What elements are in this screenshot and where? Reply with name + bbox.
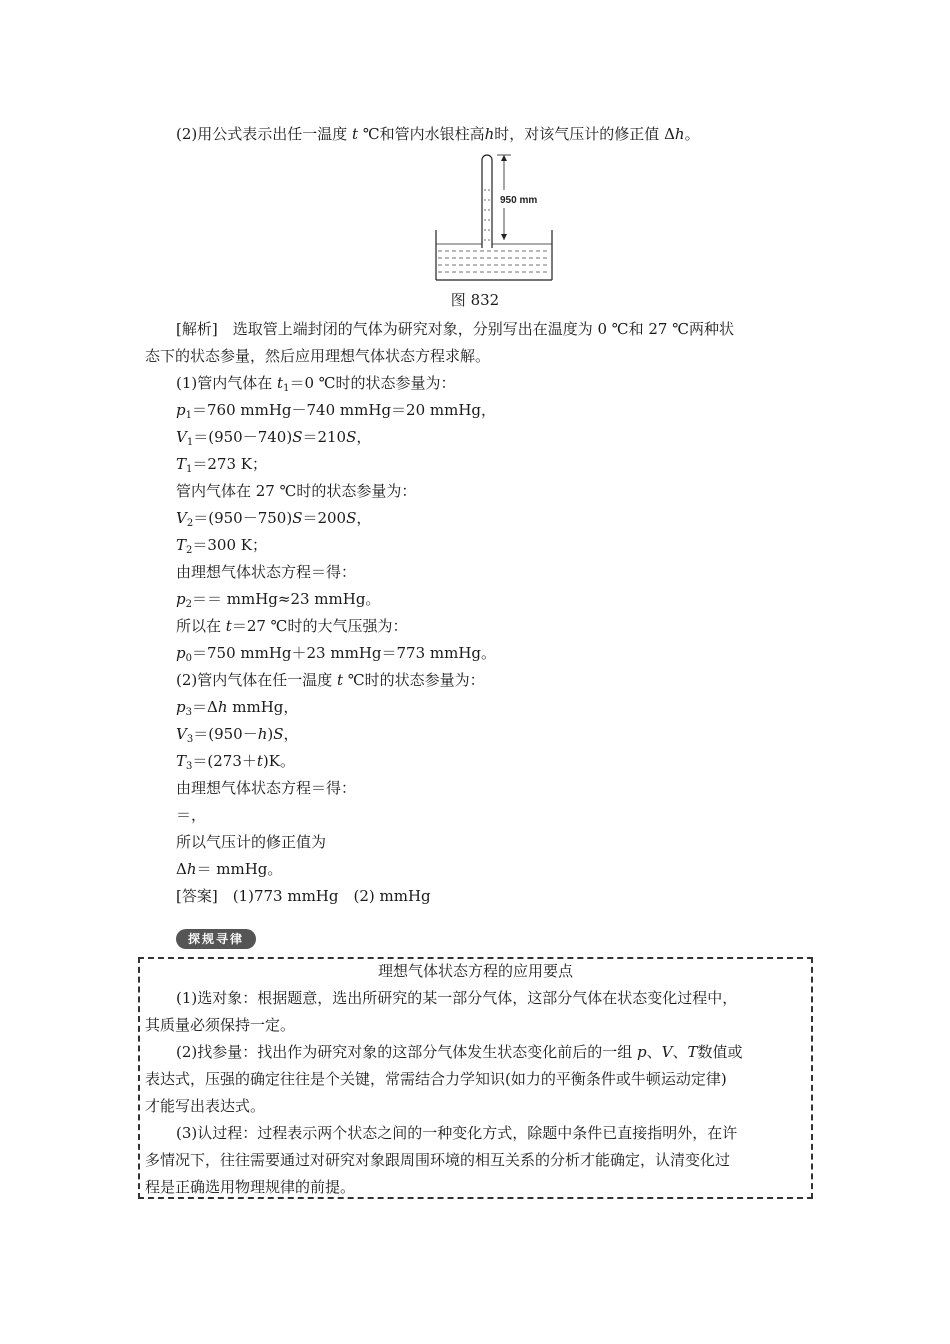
text: 所以在 [176, 617, 226, 635]
state-27: 管内气体在 27 ℃时的状态参量为： [176, 482, 417, 500]
text: ＝273 K； [192, 455, 267, 473]
eq-v1 [176, 427, 371, 453]
var-h: h [186, 860, 197, 878]
text: ＝(950－ [193, 725, 258, 743]
eq-v3 [176, 724, 299, 750]
subscript: 1 [186, 464, 193, 475]
barometer-figure [434, 150, 554, 285]
eq-v2 [176, 508, 371, 534]
atm-heading [176, 616, 407, 636]
tip-line-3 [176, 1042, 743, 1062]
dimension-label: 950 mm [500, 195, 538, 206]
var-t: t [225, 617, 232, 635]
text: ， [356, 509, 372, 527]
var: p [176, 644, 186, 662]
tip-line-6: (3)认过程：过程表示两个状态之间的一种变化方式，除题中条件已直接指明外，在许 [176, 1124, 738, 1142]
tip-title: 理想气体状态方程的应用要点 [377, 962, 573, 980]
var: S [273, 725, 284, 743]
text: ＝27 ℃时的大气压强为： [231, 617, 408, 635]
text: 数值或 [697, 1043, 743, 1061]
subscript: 1 [186, 437, 194, 448]
text: ＝750 mmHg＋23 mmHg＝773 mmHg。 [191, 644, 497, 662]
text: ， [356, 428, 372, 446]
text: ， [283, 725, 299, 743]
eq-p1 [176, 400, 496, 426]
eq-t3 [176, 751, 295, 777]
analysis-line-1: [解析] 选取管上端封闭的气体为研究对象，分别写出在温度为 0 ℃和 27 ℃两种状 [176, 320, 734, 338]
var-h: h [674, 125, 685, 143]
subscript: 1 [283, 383, 290, 394]
subscript: 3 [185, 707, 192, 718]
var: p [176, 401, 186, 419]
text: )K。 [262, 752, 295, 770]
text: ＝(950－750) [193, 509, 293, 527]
eq-state-1: 由理想气体状态方程＝得： [176, 563, 357, 581]
text: ＝(950－740) [193, 428, 293, 446]
text: ＝Δ [191, 698, 218, 716]
var-t: t [337, 671, 344, 689]
step2-heading [176, 670, 485, 690]
text: 、 [646, 1043, 662, 1061]
text: ＝200 [302, 509, 347, 527]
answer-line: [答案] (1)773 mmHg (2) mmHg [176, 887, 431, 905]
var-t: t [277, 374, 284, 392]
var: p [176, 698, 186, 716]
var: V [661, 1043, 673, 1061]
tip-line-5: 才能写出表达式。 [145, 1097, 266, 1115]
tip-line-4: 表达式，压强的确定往往是个关键，常需结合力学知识(如力的平衡条件或牛顿运动定律) [145, 1070, 727, 1088]
var-h: h [484, 125, 495, 143]
question-text: 。 [684, 125, 700, 143]
question-part2 [176, 124, 700, 144]
var: T [176, 455, 187, 473]
text: ＝300 K； [192, 536, 267, 554]
question-text: 时，对该气压计的修正值 Δ [494, 125, 675, 143]
eq-state-2: 由理想气体状态方程＝得： [176, 779, 357, 797]
var: S [346, 428, 357, 446]
eq-dh [176, 859, 282, 879]
eq-p3 [176, 697, 298, 723]
subscript: 2 [186, 518, 194, 529]
figure-caption: 图 832 [450, 291, 500, 309]
tip-badge: 探规寻律 [176, 929, 256, 949]
var: V [176, 509, 187, 527]
var-h: h [217, 698, 228, 716]
text: ℃时的状态参量为： [343, 671, 485, 689]
tip-line-1: (1)选对象：根据题意，选出所研究的某一部分气体，这部分气体在状态变化过程中， [176, 989, 738, 1007]
var: V [176, 428, 187, 446]
text: ＝760 mmHg－740 mmHg＝20 mmHg， [191, 401, 497, 419]
text: ) [267, 725, 274, 743]
subscript: 0 [185, 653, 192, 664]
var-h: h [257, 725, 268, 743]
text: ＝210 [302, 428, 347, 446]
var: p [637, 1043, 647, 1061]
question-text: (2)用公式表示出任一温度 [176, 125, 348, 143]
var: T [176, 536, 187, 554]
subscript: 3 [186, 734, 194, 745]
var-t: t [352, 125, 359, 143]
subscript: 2 [186, 545, 193, 556]
text: mmHg， [227, 698, 299, 716]
var: S [292, 428, 303, 446]
var: S [346, 509, 357, 527]
text: ＝ mmHg。 [196, 860, 283, 878]
eq-t2 [176, 535, 267, 561]
tip-line-7: 多情况下，往往需要通过对研究对象跟周围环境的相互关系的分析才能确定，认清变化过 [145, 1151, 731, 1169]
text: 、 [672, 1043, 688, 1061]
text: ＝(273＋ [192, 752, 257, 770]
text: ＝0 ℃时的状态参量为： [289, 374, 456, 392]
text: Δ [176, 860, 187, 878]
eq-p0 [176, 643, 496, 669]
tip-line-8: 程是正确选用物理规律的前提。 [145, 1178, 356, 1196]
subscript: 3 [186, 761, 193, 772]
question-text: ℃和管内水银柱高 [362, 125, 485, 143]
var-t: t [256, 752, 263, 770]
var: S [292, 509, 303, 527]
eq-t1 [176, 454, 267, 480]
var: p [176, 590, 186, 608]
tip-line-2: 其质量必须保持一定。 [145, 1016, 296, 1034]
correction-heading: 所以气压计的修正值为 [176, 833, 327, 851]
var: T [176, 752, 187, 770]
subscript: 2 [185, 599, 192, 610]
var: V [176, 725, 187, 743]
var: T [687, 1043, 698, 1061]
text: (2)管内气体在任一温度 [176, 671, 338, 689]
text: (2)找参量：找出作为研究对象的这部分气体发生状态变化前后的一组 [176, 1043, 638, 1061]
text: ＝＝ mmHg≈23 mmHg。 [191, 590, 381, 608]
text: (1)管内气体在 [176, 374, 278, 392]
subscript: 1 [185, 410, 192, 421]
eq-ratio: ＝， [176, 806, 207, 824]
eq-p2 [176, 589, 380, 615]
step1-heading [176, 373, 456, 399]
analysis-line-2: 态下的状态参量，然后应用理想气体状态方程求解。 [145, 347, 491, 365]
